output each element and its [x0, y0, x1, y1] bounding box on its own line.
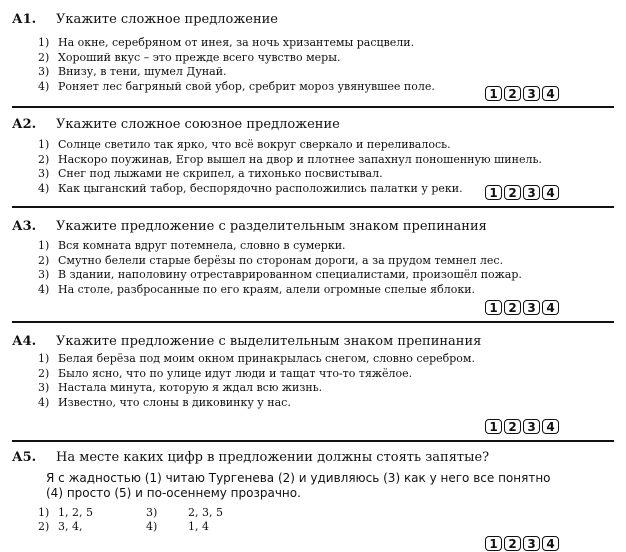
answer-box-3[interactable]: 3	[523, 536, 540, 551]
task-title: Укажите сложное союзное предложение	[56, 117, 340, 132]
answer-box-3[interactable]: 3	[523, 86, 540, 101]
option-number: 1)	[38, 506, 50, 519]
option-3[interactable]: 3) В здании, наполовину отреставрированном специалистами, произошёл пожар.	[38, 268, 522, 281]
answer-box-4[interactable]: 4	[542, 300, 559, 315]
options-list	[38, 352, 475, 410]
option-value[interactable]: 1, 4	[188, 520, 209, 533]
option-number: 4)	[146, 520, 158, 533]
options-list	[38, 138, 542, 196]
divider	[12, 106, 614, 108]
answer-box-4[interactable]: 4	[542, 419, 559, 434]
answer-box-3[interactable]: 3	[523, 300, 540, 315]
option-3[interactable]: 3) Снег под лыжами не скрипел, а тихонько посвистывал.	[38, 167, 383, 180]
answer-box-3[interactable]: 3	[523, 185, 540, 200]
task-number: А4.	[12, 334, 37, 349]
task-title: На месте каких цифр в предложении должны стоять запятые?	[56, 450, 490, 465]
option-4[interactable]: 4) Роняет лес багряный свой убор, сребрит мороз увянувшее поле.	[38, 79, 435, 93]
option-3[interactable]: 3) Настала минута, которую я ждал всю жизнь.	[38, 381, 323, 394]
options-row	[38, 506, 268, 520]
answer-boxes-a2	[485, 185, 559, 200]
answer-box-2[interactable]: 2	[504, 86, 521, 101]
answer-box-1[interactable]: 1	[485, 536, 502, 551]
option-1[interactable]: 1) Белая берёза под моим окном принакрылась снегом, словно серебром.	[38, 352, 475, 365]
answer-boxes-a3	[485, 300, 559, 315]
task-header	[12, 117, 340, 133]
answer-box-4[interactable]: 4	[542, 536, 559, 551]
option-4[interactable]: 4) На столе, разбросанные по его краям, алели огромные спелые яблоки.	[38, 282, 476, 296]
answer-box-2[interactable]: 2	[504, 300, 521, 315]
options-list	[38, 36, 435, 94]
task-sentence: Я с жадностью (1) читаю Тургенева (2) и удивляюсь (3) как у него все понятно (4) просто (5) и по-осеннему прозрачно.	[46, 471, 551, 500]
option-2[interactable]: 2) Было ясно, что по улице идут люди и тащат что-то тяжёлое.	[38, 366, 413, 380]
task-header	[12, 334, 481, 350]
divider	[12, 440, 614, 442]
divider	[12, 206, 614, 208]
task-title: Укажите предложение с разделительным знаком препинания	[56, 219, 487, 234]
answer-box-1[interactable]: 1	[485, 185, 502, 200]
divider	[12, 321, 614, 323]
answer-boxes-a4	[485, 419, 559, 434]
option-4[interactable]: 4) Известно, что слоны в диковинку у нас.	[38, 395, 291, 409]
answer-box-4[interactable]: 4	[542, 185, 559, 200]
option-number: 3)	[146, 506, 158, 519]
task-header	[12, 450, 489, 466]
option-number: 2)	[38, 520, 50, 533]
answer-box-1[interactable]: 1	[485, 300, 502, 315]
option-3[interactable]: 3) Внизу, в тени, шумел Дунай.	[38, 65, 227, 78]
answer-box-3[interactable]: 3	[523, 419, 540, 434]
option-2[interactable]: 2) Хороший вкус – это прежде всего чувство меры.	[38, 50, 341, 64]
task-header	[12, 12, 278, 28]
answer-box-2[interactable]: 2	[504, 185, 521, 200]
options-list	[38, 239, 522, 297]
answer-boxes-a1	[485, 86, 559, 101]
answer-boxes-a5	[485, 536, 559, 551]
option-value[interactable]: 1, 2, 5	[58, 506, 93, 519]
option-1[interactable]: 1) На окне, серебряном от инея, за ночь хризантемы расцвели.	[38, 36, 415, 49]
task-title: Укажите предложение с выделительным знаком препинания	[56, 334, 482, 349]
answer-box-1[interactable]: 1	[485, 419, 502, 434]
option-value[interactable]: 3, 4,	[58, 520, 83, 533]
option-1[interactable]: 1) Солнце светило так ярко, что всё вокруг сверкало и переливалось.	[38, 138, 451, 151]
answer-box-2[interactable]: 2	[504, 419, 521, 434]
options-grid	[38, 506, 268, 534]
task-title: Укажите сложное предложение	[56, 12, 278, 27]
task-number: А3.	[12, 219, 37, 234]
task-number: А5.	[12, 450, 37, 465]
option-value[interactable]: 2, 3, 5	[188, 506, 223, 519]
task-header	[12, 219, 487, 235]
option-1[interactable]: 1) Вся комната вдруг потемнела, словно в сумерки.	[38, 239, 346, 252]
task-number: А2.	[12, 117, 37, 132]
answer-box-1[interactable]: 1	[485, 86, 502, 101]
option-2[interactable]: 2) Наскоро поужинав, Егор вышел на двор и плотнее запахнул поношенную шинель.	[38, 152, 542, 166]
answer-box-4[interactable]: 4	[542, 86, 559, 101]
options-row	[38, 520, 268, 534]
answer-box-2[interactable]: 2	[504, 536, 521, 551]
task-number: А1.	[12, 12, 37, 27]
option-2[interactable]: 2) Смутно белели старые берёзы по сторонам дороги, а за прудом темнел лес.	[38, 253, 504, 267]
option-4[interactable]: 4) Как цыганский табор, беспорядочно расположились палатки у реки.	[38, 181, 463, 195]
